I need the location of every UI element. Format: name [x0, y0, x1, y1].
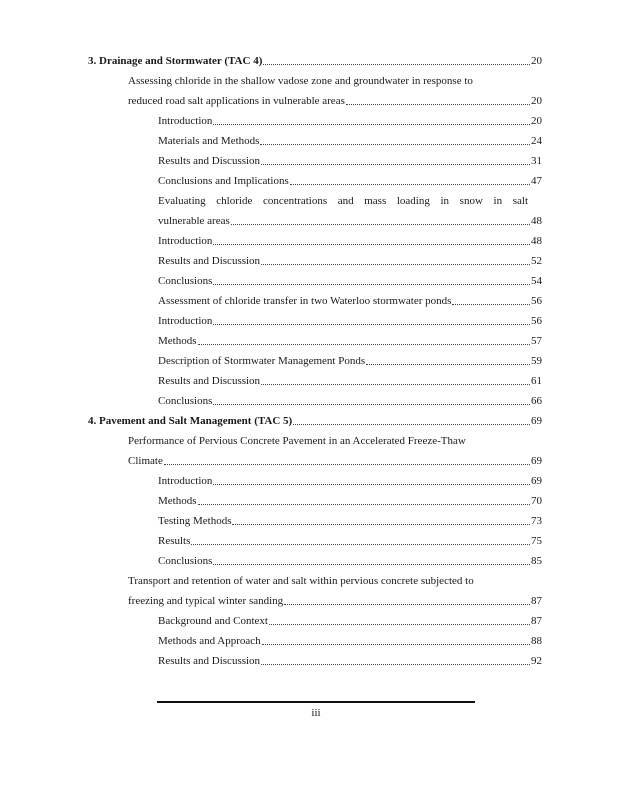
- toc-entry: [158, 393, 542, 409]
- toc-entry: [128, 593, 542, 609]
- toc-entry-page: 59: [531, 355, 542, 367]
- toc-entry-title: Results and Discussion: [158, 375, 261, 387]
- toc-entry-page: 73: [531, 515, 542, 527]
- toc-entry-title: 3. Drainage and Stormwater (TAC 4): [88, 55, 263, 67]
- toc-entry: [158, 633, 542, 649]
- toc-entry: [158, 473, 542, 489]
- toc-entry-section-4: [88, 413, 542, 429]
- toc-entry-title: Assessment of chloride transfer in two Waterloo stormwater ponds: [158, 295, 452, 307]
- toc-entry-page: 66: [531, 395, 542, 407]
- toc-entry-page: 56: [531, 295, 542, 307]
- page-number: iii: [311, 707, 321, 719]
- toc-entry: [128, 433, 542, 449]
- footer-divider: [157, 701, 475, 703]
- toc-entry-title: freezing and typical winter sanding: [128, 595, 284, 607]
- toc-entry-page: 85: [531, 555, 542, 567]
- toc-entry-page: 69: [531, 415, 542, 427]
- toc-entry-page: 70: [531, 495, 542, 507]
- toc-entry: [158, 273, 542, 289]
- toc-entry-title: Performance of Pervious Concrete Pavement in an Accelerated Freeze-Thaw: [128, 435, 466, 447]
- toc-entry-title: Conclusions and Implications: [158, 175, 289, 187]
- toc-entry-page: 75: [531, 535, 542, 547]
- toc-entry-page: 48: [531, 235, 542, 247]
- toc-entry: [158, 653, 542, 669]
- toc-entry-page: 31: [531, 155, 542, 167]
- toc-entry: [158, 293, 542, 309]
- toc-entry: [158, 353, 542, 369]
- toc-entry-page: 87: [531, 615, 542, 627]
- toc-entry-title: Methods: [158, 335, 197, 347]
- toc-entry: [158, 513, 542, 529]
- toc-entry-page: 20: [531, 55, 542, 67]
- toc-entry: [158, 613, 542, 629]
- toc-entry: [158, 173, 542, 189]
- toc-entry-page: 52: [531, 255, 542, 267]
- toc-entry: [158, 233, 542, 249]
- toc-entry: [128, 93, 542, 109]
- toc-entry-page: 92: [531, 655, 542, 667]
- toc-entry: [158, 333, 542, 349]
- toc-entry-page: 24: [531, 135, 542, 147]
- toc-entry: [158, 313, 542, 329]
- toc-entry: [158, 213, 542, 229]
- toc-entry-page: 48: [531, 215, 542, 227]
- toc-entry-page: 57: [531, 335, 542, 347]
- toc-entry-title: 4. Pavement and Salt Management (TAC 5): [88, 415, 293, 427]
- toc-entry-title: Introduction: [158, 115, 213, 127]
- toc-entry-page: 54: [531, 275, 542, 287]
- toc-entry-title: Introduction: [158, 235, 213, 247]
- toc-entry-title: Description of Stormwater Management Ponds: [158, 355, 366, 367]
- toc-entry: [128, 453, 542, 469]
- toc-entry-title: Results and Discussion: [158, 255, 261, 267]
- toc-entry-page: 56: [531, 315, 542, 327]
- toc-entry-title: Methods: [158, 495, 197, 507]
- toc-entry-title: reduced road salt applications in vulnerable areas: [128, 95, 345, 107]
- toc-entry-page: 20: [531, 95, 542, 107]
- toc-entry-page: 20: [531, 115, 542, 127]
- toc-entry-title: Introduction: [158, 475, 213, 487]
- toc-entry: [158, 113, 542, 129]
- toc-entry-page: 87: [531, 595, 542, 607]
- toc-entry-section-3: [88, 53, 542, 69]
- toc-entry-title: Materials and Methods: [158, 135, 260, 147]
- toc-entry: [158, 533, 542, 549]
- toc-entry-title: Results and Discussion: [158, 655, 261, 667]
- toc-entry-title: Background and Context: [158, 615, 268, 627]
- toc-entry-title: Testing Methods: [158, 515, 232, 527]
- toc-entry-title: Conclusions: [158, 395, 213, 407]
- toc-entry-page: 88: [531, 635, 542, 647]
- toc-entry-title: Methods and Approach: [158, 635, 261, 647]
- toc-entry-title: vulnerable areas: [158, 215, 230, 227]
- toc-entry-page: 47: [531, 175, 542, 187]
- toc-entry: [158, 133, 542, 149]
- toc-entry-title: Evaluating chloride concentrations and mass loading in snow in salt: [158, 195, 528, 207]
- toc-entry: [158, 493, 542, 509]
- toc-entry-page: 69: [531, 475, 542, 487]
- toc-entry-title: Climate: [128, 455, 163, 467]
- toc-entry-title: Introduction: [158, 315, 213, 327]
- toc-entry: [128, 73, 542, 89]
- toc-entry-title: Conclusions: [158, 275, 213, 287]
- toc-entry: [158, 553, 542, 569]
- toc-entry-page: 69: [531, 455, 542, 467]
- toc-entry-title: Transport and retention of water and salt within pervious concrete subjected to: [128, 575, 474, 587]
- toc-entry-page: 61: [531, 375, 542, 387]
- toc-entry: [128, 573, 542, 589]
- toc-entry: [158, 153, 542, 169]
- toc-entry: [158, 373, 542, 389]
- toc-entry-title: Assessing chloride in the shallow vadose zone and groundwater in response to: [128, 75, 473, 87]
- toc-entry-title: Conclusions: [158, 555, 213, 567]
- toc-entry: [158, 193, 528, 209]
- toc-entry-title: Results and Discussion: [158, 155, 261, 167]
- toc-entry-title: Results: [158, 535, 191, 547]
- toc-entry: [158, 253, 542, 269]
